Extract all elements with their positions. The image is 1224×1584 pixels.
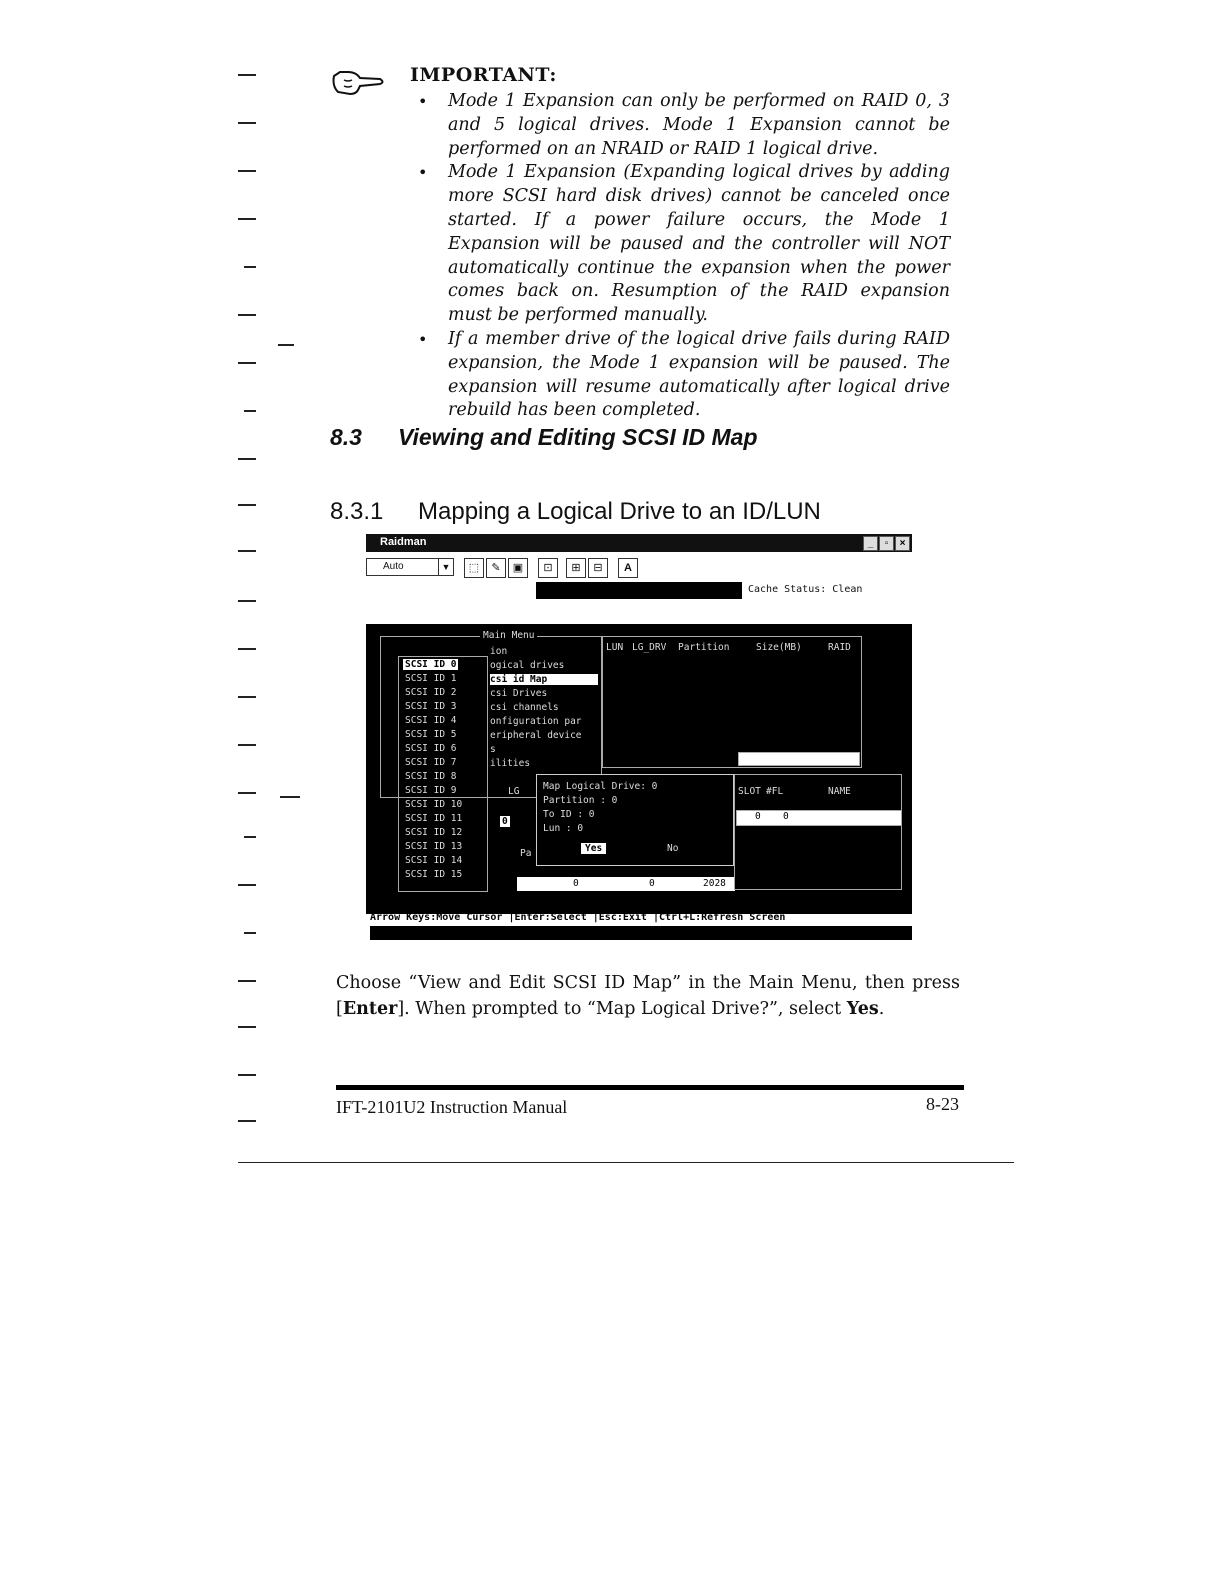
mapping-table [602,636,862,768]
list-item[interactable]: SCSI ID 7 [405,757,457,768]
pa-label: Pa [520,848,532,859]
window-titlebar [366,534,912,552]
menu-item[interactable]: s [490,744,496,755]
dialog-line: Map Logical Drive: 0 [543,781,658,792]
main-menu-label: Main Menu [480,630,537,641]
table-header: #FL [766,786,784,797]
list-item[interactable]: SCSI ID 9 [405,785,457,796]
table-header: Size(MB) [756,642,802,653]
list-item[interactable]: SCSI ID 0 [405,659,457,670]
window-title: Raidman [380,536,427,548]
list-item[interactable]: SCSI ID 12 [405,827,463,838]
yes-button[interactable]: Yes [581,843,606,854]
table-header: NAME [828,786,851,797]
menu-item[interactable]: ilities [490,758,531,769]
value-row [516,876,736,892]
menu-item[interactable]: csi Drives [490,688,548,699]
value-cell: 0 [755,811,761,822]
list-item: • Mode 1 Expansion (Expanding logical drives by adding more SCSI hard disk drives) cannot be canceled once started. If a power failure occurs, the Mode 1 Expansion will be paused and the controller will NOT automatically continue the expansion when the power comes back on. Resumption of the RAID expansion must be performed manually. [418,162,950,326]
hint-bar-shadow [370,926,912,940]
copy-icon[interactable]: ▣ [508,558,528,578]
list-item[interactable]: SCSI ID 1 [405,673,457,684]
scsi-id-list [398,656,488,892]
important-list [410,90,950,423]
list-item[interactable]: SCSI ID 3 [405,701,457,712]
properties-icon[interactable]: ⊞ [566,558,586,578]
list-item[interactable]: SCSI ID 2 [405,687,457,698]
close-icon[interactable]: × [895,536,910,551]
lg-label: LG [508,786,520,797]
cache-status: Cache Status: Clean [748,584,863,595]
table-header: Partition [678,642,730,653]
list-item[interactable]: SCSI ID 6 [405,743,457,754]
value-cell: 0 [783,811,789,822]
subsection-heading: 8.3.1 Mapping a Logical Drive to an ID/LUN [330,498,821,525]
pointing-hand-icon [330,66,386,98]
background-icon[interactable]: ⊟ [588,558,608,578]
list-item[interactable]: SCSI ID 15 [405,869,463,880]
table-header: RAID [828,642,851,653]
list-item[interactable]: SCSI ID 14 [405,855,463,866]
select-icon[interactable]: ⬚ [464,558,484,578]
menu-item[interactable]: eripheral device [490,730,582,741]
fullscreen-icon[interactable]: ⊡ [538,558,558,578]
menu-item[interactable]: onfiguration par [490,716,582,727]
list-item[interactable]: SCSI ID 11 [405,813,463,824]
section-heading: 8.3 Viewing and Editing SCSI ID Map [330,424,758,450]
chevron-down-icon: ▼ [438,559,453,575]
table-header: LG_DRV [632,642,667,653]
maximize-icon[interactable]: ▫ [879,536,894,551]
list-item[interactable]: SCSI ID 8 [405,771,457,782]
dialog-line: Lun : 0 [543,823,584,834]
minimize-icon[interactable]: _ [863,536,878,551]
footer-rule [336,1085,964,1090]
map-dialog [536,774,734,866]
table-header: LUN [606,642,624,653]
list-item[interactable]: SCSI ID 10 [405,799,463,810]
value-cell: 0 [573,878,579,889]
instruction-paragraph: Choose “View and Edit SCSI ID Map” in the Main Menu, then press [Enter]. When prompted to “Map Logical Drive?”, select Yes. [336,973,960,1019]
terminal-area [366,624,912,914]
menu-item[interactable]: csi channels [490,702,559,713]
value-cell: 0 [649,878,655,889]
list-item[interactable]: SCSI ID 13 [405,841,463,852]
footer-title: IFT-2101U2 Instruction Manual [336,1097,568,1117]
list-item: • If a member drive of the logical drive fails during RAID expansion, the Mode 1 expansion will be paused. The expansion will resume automatically after logical drive rebuild has been completed. [418,328,950,421]
status-row [536,582,912,600]
font-icon[interactable]: A [618,558,638,578]
scan-edge-line [238,1162,1014,1163]
highlight-bar [738,752,860,766]
paint-icon[interactable]: ✎ [486,558,506,578]
hint-bar: Arrow Keys:Move Cursor |Enter:Select |Esc:Exit |Ctrl+L:Refresh Screen [370,912,912,927]
page-number: 8-23 [926,1094,959,1114]
lg-value: 0 [502,816,508,827]
menu-item-selected[interactable]: csi id Map [490,674,598,685]
drive-row[interactable] [736,810,902,826]
toolbar [366,554,912,582]
no-button[interactable]: No [667,843,679,854]
menu-item[interactable]: ogical drives [490,660,565,671]
menu-item[interactable]: ion [490,646,508,657]
list-item[interactable]: SCSI ID 5 [405,729,457,740]
table-header: SLOT [738,786,761,797]
mode-select[interactable]: Auto ▼ [366,558,454,576]
dialog-line: To ID : 0 [543,809,595,820]
value-cell: 2028 [703,878,726,889]
list-item: • Mode 1 Expansion can only be performed on RAID 0, 3 and 5 logical drives. Mode 1 Expansion cannot be performed on an NRAID or RAID 1 logical drive. [418,91,950,159]
important-heading: IMPORTANT: [410,64,557,86]
dialog-line: Partition : 0 [543,795,618,806]
raidman-screenshot [366,534,912,942]
list-item[interactable]: SCSI ID 4 [405,715,457,726]
